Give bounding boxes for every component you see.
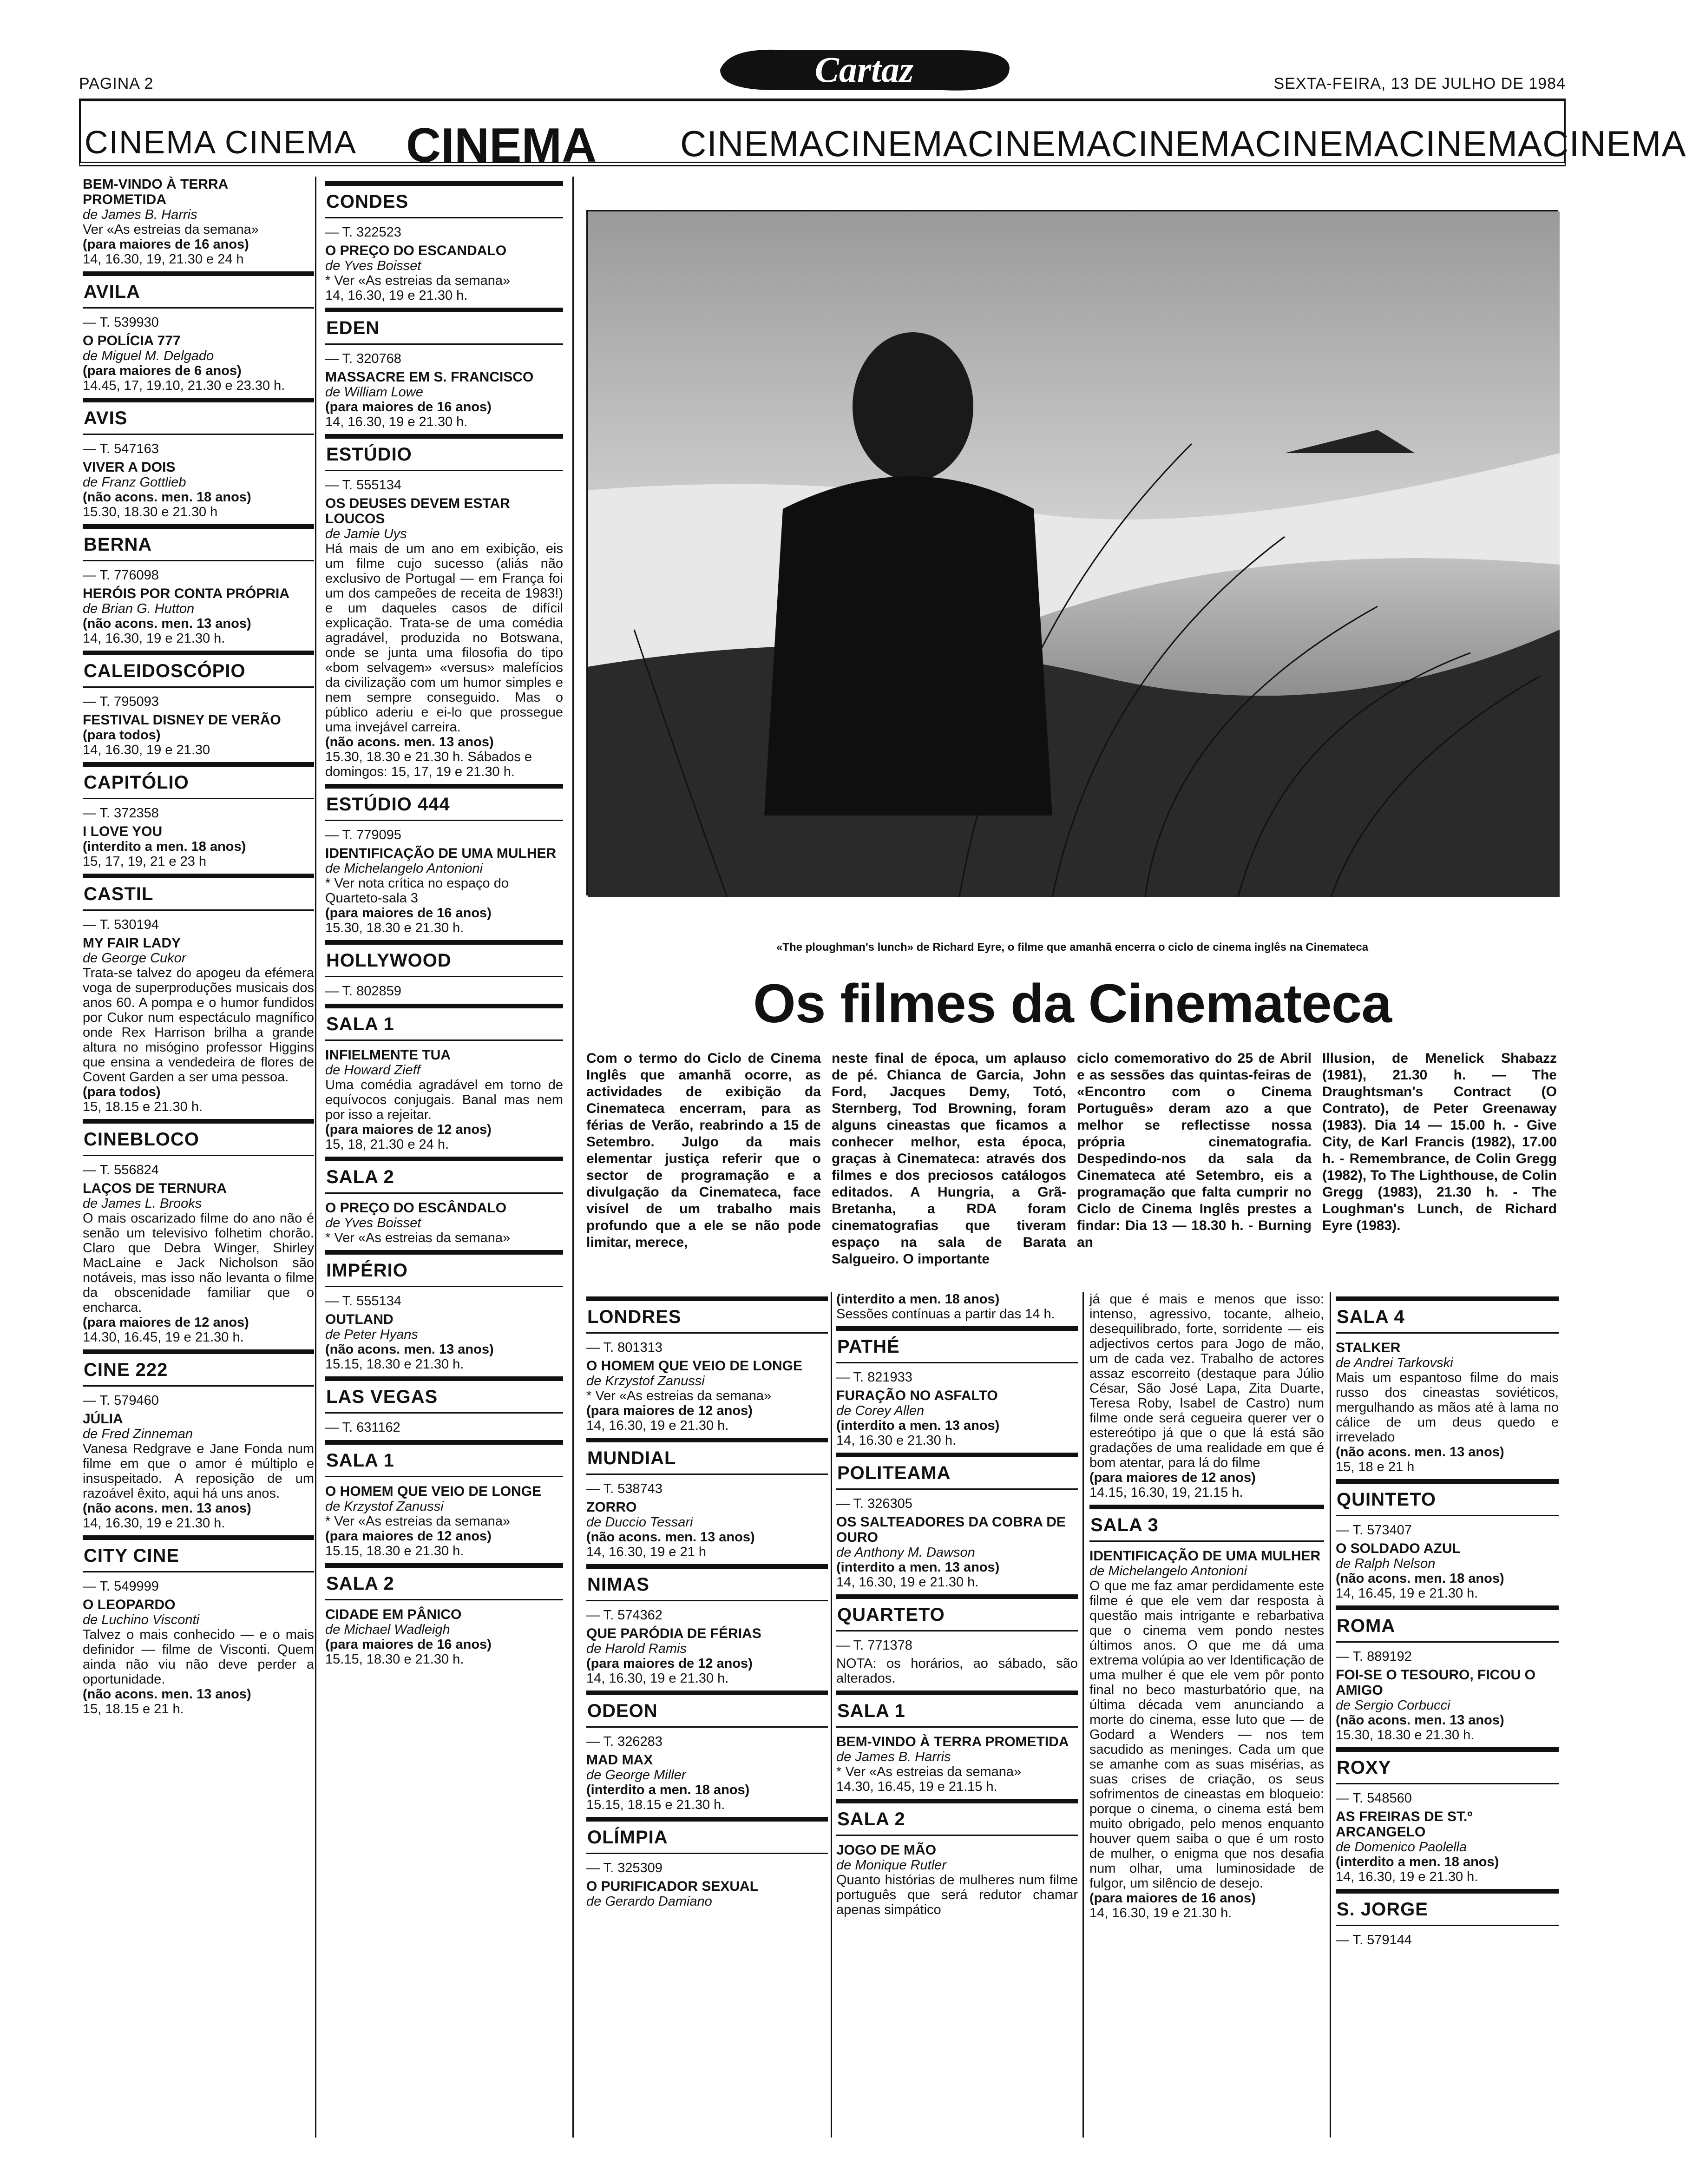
article-column-2: neste final de época, um aplauso de pé. Chianca de Garcia, John Ford, Jacques Demy, Totó, Sternberg, Tod Browning, foram alguns cineastas que ficamos a conhecer melhor, esta época, graças à Cinemateca: através dos filmes e dos preciosos catálogos editados. A Hungria, a Grã-Bretanha, a RDA foram cinematografias que tiveram espaço na sala de Barata Salgueiro. O importante: [832, 1051, 1066, 1267]
age-rating: (para maiores de 16 anos): [325, 906, 492, 921]
cinema-listing: [1089, 1292, 1324, 1500]
film-title: O PREÇO DO ESCANDALO: [325, 243, 507, 258]
cinema-phone: — T. 889192: [1336, 1649, 1412, 1664]
cinema-phone: — T. 573407: [1336, 1523, 1412, 1538]
listing-column-6: [1336, 1292, 1559, 2133]
cinema-name: AVILA: [83, 279, 314, 309]
film-title: O PREÇO DO ESCÂNDALO: [325, 1200, 507, 1216]
age-rating: (para maiores de 16 anos): [83, 237, 249, 252]
film-note: * Ver «As estreias da semana»: [836, 1764, 1022, 1779]
cinema-name: IMPÉRIO: [325, 1257, 563, 1287]
showtimes: 14, 16.30, 19 e 21.30 h.: [325, 288, 468, 303]
listing-column-3: [586, 1292, 828, 2133]
film-director: de James L. Brooks: [83, 1196, 202, 1211]
film-title: O HOMEM QUE VEIO DE LONGE: [325, 1484, 542, 1499]
showtimes: 15.15, 18.30 e 21.30 h.: [325, 1357, 464, 1372]
cinema-listing: [325, 434, 563, 779]
film-note: * Ver nota crítica no espaço do Quarteto-sala 3: [325, 876, 509, 906]
showtimes: 14, 16.30 e 21.30 h.: [836, 1433, 956, 1448]
age-rating: (para maiores de 12 anos): [83, 1315, 249, 1330]
film-title: O PURIFICADOR SEXUAL: [586, 1879, 759, 1894]
age-rating: (para maiores de 6 anos): [83, 363, 242, 378]
page-number: PAGINA 2: [79, 75, 154, 92]
film-director: de Yves Boisset: [325, 258, 421, 273]
cinema-phone: — T. 325309: [586, 1861, 663, 1875]
film-director: de Fred Zinneman: [83, 1427, 193, 1441]
age-rating: (não acons. men. 13 anos): [325, 735, 494, 750]
age-rating: (não acons. men. 18 anos): [1336, 1571, 1504, 1586]
article-headline: Os filmes da Cinemateca: [753, 973, 1391, 1034]
film-review: NOTA: os horários, ao sábado, são alterados.: [836, 1656, 1078, 1686]
film-title: LAÇOS DE TERNURA: [83, 1181, 227, 1196]
age-rating: (para maiores de 12 anos): [1089, 1470, 1256, 1485]
cinema-name: CONDES: [325, 189, 563, 218]
age-rating: (para todos): [83, 728, 161, 743]
film-director: de Krzystof Zanussi: [325, 1499, 444, 1514]
film-review: Talvez o mais conhecido — e o mais definidor — filme de Visconti. Quem ainda não viu não deve perder a oportunidade.: [83, 1627, 314, 1687]
cinema-phone: — T. 320768: [325, 351, 401, 366]
cinema-listing: [1336, 1479, 1559, 1601]
cinema-phone: — T. 326305: [836, 1496, 912, 1511]
film-director: de George Cukor: [83, 951, 186, 966]
logo-text: Cartaz: [814, 49, 914, 90]
age-rating: (interdito a men. 18 anos): [83, 839, 246, 854]
cinema-name: ROMA: [1336, 1613, 1559, 1643]
film-title: JÚLIA: [83, 1411, 123, 1427]
film-title: VIVER A DOIS: [83, 460, 176, 475]
film-director: de Michelangelo Antonioni: [1089, 1564, 1247, 1579]
cinema-listing: [325, 1157, 563, 1245]
film-director: de Duccio Tessari: [586, 1515, 693, 1530]
cinema-name: CINEBLOCO: [83, 1126, 314, 1156]
cinema-phone: — T. 771378: [836, 1638, 912, 1653]
film-director: de Krzystof Zanussi: [586, 1374, 705, 1388]
cinema-phone: — T. 555134: [325, 1294, 401, 1309]
cinema-name: LONDRES: [586, 1304, 828, 1334]
showtimes: 14, 16.30, 19 e 21 h: [586, 1545, 706, 1559]
section-banner: [79, 101, 1686, 172]
film-title: IDENTIFICAÇÃO DE UMA MULHER: [325, 846, 557, 861]
article-column-3: ciclo comemorativo do 25 de Abril e as sessões das quintas-feiras de «Encontro com o Cinema Português» deram azo a que melhor se reflectisse nossa própria cinematografia. Despedindo-nos da sala da Cinemateca até Setembro, eis a programação que falta cumprir no Ciclo de Cinema Inglês prestes a findar: Dia 13 — 18.30 h. - Burning an: [1077, 1051, 1312, 1250]
showtimes: 15, 18.15 e 21 h.: [83, 1702, 184, 1717]
cinema-phone: — T. 549999: [83, 1579, 159, 1594]
cinema-name: CALEIDOSCÓPIO: [83, 658, 314, 688]
issue-date: SEXTA-FEIRA, 13 DE JULHO DE 1984: [1273, 75, 1566, 92]
cinema-name: SALA 1: [325, 1447, 563, 1477]
film-still-photo: [586, 210, 1558, 895]
cinema-phone: — T. 322523: [325, 225, 401, 240]
age-rating: (para maiores de 12 anos): [586, 1656, 753, 1671]
showtimes: 14.30, 16.45, 19 e 21.15 h.: [836, 1779, 997, 1794]
cinema-listing: [586, 1564, 828, 1686]
cinema-name: SALA 2: [836, 1806, 1078, 1836]
film-note: * Ver «As estreias da semana»: [325, 273, 511, 288]
cinema-phone: — T. 631162: [325, 1420, 400, 1435]
showtimes: 15, 18 e 21 h: [1336, 1460, 1415, 1474]
cinema-listing: [83, 874, 314, 1114]
cinema-name: BERNA: [83, 532, 314, 561]
showtimes: Sessões contínuas a partir das 14 h.: [836, 1307, 1055, 1322]
age-rating: (interdito a men. 13 anos): [836, 1560, 1000, 1575]
cinema-name: ODEON: [586, 1698, 828, 1728]
cinema-name: CITY CINE: [83, 1543, 314, 1572]
cinema-phone: — T. 538743: [586, 1481, 663, 1496]
cinema-listing: [325, 1440, 563, 1559]
film-title: CIDADE EM PÂNICO: [325, 1607, 462, 1622]
cinema-name: SALA 4: [1336, 1304, 1559, 1334]
cinema-listing: [325, 784, 563, 935]
age-rating: (para todos): [83, 1085, 161, 1099]
page-header: [79, 46, 1566, 98]
age-rating: (não acons. men. 13 anos): [83, 616, 251, 631]
film-director: de Luchino Visconti: [83, 1612, 199, 1627]
cinema-phone: — T. 821933: [836, 1370, 912, 1385]
cinema-phone: — T. 530194: [83, 917, 159, 932]
age-rating: (não acons. men. 13 anos): [325, 1342, 494, 1357]
film-title: MAD MAX: [586, 1752, 653, 1768]
film-director: de Peter Hyans: [325, 1327, 418, 1342]
cinema-listing: [836, 1594, 1078, 1686]
cinema-listing: [325, 308, 563, 429]
film-director: de Michelangelo Antonioni: [325, 861, 483, 876]
cinema-name: HOLLYWOOD: [325, 947, 563, 977]
showtimes: 15, 18, 21.30 e 24 h.: [325, 1137, 449, 1152]
cinema-phone: — T. 555134: [325, 478, 401, 493]
cinema-listing: [325, 940, 563, 999]
film-director: de Monique Rutler: [836, 1858, 946, 1873]
listing-column-1: [83, 177, 314, 2128]
cinema-listing: [836, 1799, 1078, 1917]
film-title: QUE PARÓDIA DE FÉRIAS: [586, 1626, 761, 1641]
cinema-name: SALA 1: [325, 1011, 563, 1041]
cinema-phone: — T. 372358: [83, 806, 159, 821]
film-director: de Gerardo Damiano: [586, 1894, 712, 1909]
cinema-listing: [586, 1438, 828, 1559]
cinema-name: ROXY: [1336, 1755, 1559, 1784]
film-director: de Corey Allen: [836, 1403, 925, 1418]
showtimes: 15.30, 18.30 e 21.30 h. Sábados e domingos: 15, 17, 19 e 21.30 h.: [325, 750, 532, 779]
film-title: OS DEUSES DEVEM ESTAR LOUCOS: [325, 496, 510, 526]
cinema-name: CAPITÓLIO: [83, 770, 314, 799]
cinema-listing: [1336, 1747, 1559, 1884]
film-title: O POLÍCIA 777: [83, 333, 181, 349]
listing-column-2: [325, 177, 563, 2128]
cinema-phone: — T. 579460: [83, 1393, 159, 1408]
showtimes: 14, 16.30, 19 e 21.30 h.: [1336, 1869, 1478, 1884]
cinema-phone: — T. 547163: [83, 441, 159, 456]
cinema-name: QUARTETO: [836, 1602, 1078, 1631]
film-note: * Ver «As estreias da semana»: [325, 1230, 511, 1245]
showtimes: 15.15, 18.15 e 21.30 h.: [586, 1797, 725, 1812]
film-title: O SOLDADO AZUL: [1336, 1541, 1461, 1556]
film-title: O HOMEM QUE VEIO DE LONGE: [586, 1358, 803, 1374]
film-director: de Jamie Uys: [325, 526, 407, 541]
showtimes: 14, 16.30, 19 e 21.30: [83, 743, 210, 757]
film-review: Uma comédia agradável em torno de equívocos conjugais. Banal mas nem por isso a rejeitar.: [325, 1078, 563, 1122]
showtimes: 15, 17, 19, 21 e 23 h: [83, 854, 207, 869]
cinema-listing: [836, 1326, 1078, 1448]
cinema-phone: — T. 548560: [1336, 1791, 1412, 1806]
showtimes: 14, 16.45, 19 e 21.30 h.: [1336, 1586, 1478, 1601]
cinema-listing: [586, 1817, 828, 1909]
film-review: Há mais de um ano em exibição, eis um filme cujo sucesso (aliás não exclusivo de Portugal — em França foi um dos campeões de receita de 1983!) e um daqueles casos de difícil explicação. Trata-se de uma comédia agradável, produzida no Botswana, onde se junta uma filosofia do tipo «bom selvagem» «versus» malefícios da civilização com um humor simples e nem sempre conseguido. Mas o público aderiu e ei-lo que prossegue uma invejável carreira.: [325, 541, 563, 735]
film-director: de Miguel M. Delgado: [83, 349, 214, 363]
cinema-name: ESTÚDIO 444: [325, 791, 563, 821]
cinema-name: OLÍMPIA: [586, 1824, 828, 1854]
column-divider: [315, 177, 316, 2138]
showtimes: 15.15, 18.30 e 21.30 h.: [325, 1544, 464, 1559]
showtimes: 14, 16.30, 19 e 21.30 h.: [586, 1418, 729, 1433]
cinema-phone: — T. 776098: [83, 568, 159, 583]
cinema-listing: [325, 1250, 563, 1372]
age-rating: (não acons. men. 13 anos): [83, 1687, 251, 1702]
film-director: de Domenico Paolella: [1336, 1840, 1467, 1855]
cinema-listing: [836, 1453, 1078, 1590]
film-note: Ver «As estreias da semana»: [83, 222, 259, 237]
cinema-listing: [83, 1119, 314, 1345]
film-director: de James B. Harris: [83, 207, 197, 222]
age-rating: (não acons. men. 13 anos): [83, 1501, 251, 1516]
column-divider: [831, 1292, 832, 2138]
film-director: de William Lowe: [325, 385, 423, 400]
age-rating: (para maiores de 16 anos): [325, 1637, 492, 1652]
film-title: BEM-VINDO À TERRA PROMETIDA: [83, 177, 228, 207]
cinema-listing: [1336, 1889, 1559, 1948]
showtimes: 15, 18.15 e 21.30 h.: [83, 1099, 203, 1114]
film-title: MASSACRE EM S. FRANCISCO: [325, 369, 534, 385]
film-title: OS SALTEADORES DA COBRA DE OURO: [836, 1514, 1066, 1545]
showtimes: 14.45, 17, 19.10, 21.30 e 23.30 h.: [83, 378, 285, 393]
film-title: OUTLAND: [325, 1312, 394, 1327]
cinema-listing: [83, 271, 314, 393]
cinema-phone: — T. 779095: [325, 828, 401, 842]
showtimes: 14, 16.30, 19 e 21.30 h.: [83, 631, 225, 646]
cinema-name: CASTIL: [83, 881, 314, 911]
film-review: já que é mais e menos que isso: intenso, agressivo, tocante, alheio, desequilibrado, forte, sorridente — eis adjectivos certos para Jogo de mão, um de cada vez. Trabalho de actores assaz escorreito (destaque para Júlio César, São José Lapa, Zita Duarte, Teresa Roby, Isabel de Castro) num filme onde será cegueira querer ver o estereótipo já que o que lá está são gradações de uma realidade em que é bom atentar, para lá do filme: [1089, 1292, 1324, 1470]
cinema-name: EDEN: [325, 315, 563, 345]
age-rating: (não acons. men. 13 anos): [586, 1530, 755, 1545]
film-title: JOGO DE MÃO: [836, 1842, 937, 1858]
film-title: FURAÇÃO NO ASFALTO: [836, 1388, 998, 1403]
age-rating: (para maiores de 12 anos): [325, 1529, 492, 1544]
cinema-phone: — T. 539930: [83, 315, 159, 330]
photo-caption: «The ploughman's lunch» de Richard Eyre, o filme que amanhã encerra o ciclo de cinema inglês na Cinemateca: [776, 941, 1369, 954]
film-director: de Brian G. Hutton: [83, 601, 195, 616]
film-title: ZORRO: [586, 1500, 637, 1515]
cinema-name: PATHÉ: [836, 1334, 1078, 1363]
showtimes: 14, 16.30, 19 e 21.30 h.: [586, 1671, 729, 1686]
showtimes: 14.15, 16.30, 19, 21.15 h.: [1089, 1485, 1243, 1500]
banner-right: CINEMACINEMACINEMACINEMACINEMACINEMACINEMA: [680, 123, 1686, 164]
film-title: BEM-VINDO À TERRA PROMETIDA: [836, 1734, 1069, 1750]
film-director: de Anthony M. Dawson: [836, 1545, 975, 1560]
cinema-listing: [836, 1292, 1078, 1322]
column-divider: [572, 177, 574, 2138]
film-director: de Franz Gottlieb: [83, 475, 186, 490]
showtimes: 15.30, 18.30 e 21.30 h: [83, 505, 218, 520]
film-director: de Harold Ramis: [586, 1641, 687, 1656]
cinema-phone: — T. 579144: [1336, 1933, 1412, 1947]
film-review: Mais um espantoso filme do mais russo dos cineastas soviéticos, mergulhando as mãos até à lama no cálice de um deus quedo e irrevelado: [1336, 1370, 1559, 1445]
listing-column-4: [836, 1292, 1078, 2133]
age-rating: (interdito a men. 18 anos): [586, 1783, 750, 1797]
listing-column-5: [1089, 1292, 1324, 2133]
showtimes: 15.30, 18.30 e 21.30 h.: [1336, 1728, 1475, 1743]
cinema-listing: [325, 1004, 563, 1152]
cinema-name: ESTÚDIO: [325, 441, 563, 471]
film-director: de Howard Zieff: [325, 1063, 420, 1078]
cinema-phone: — T. 326283: [586, 1734, 663, 1749]
cinema-listing: [83, 177, 314, 267]
showtimes: 14, 16.30, 19 e 21.30 h.: [83, 1516, 225, 1531]
cinema-phone: — T. 795093: [83, 694, 159, 709]
age-rating: (para maiores de 12 anos): [586, 1403, 753, 1418]
film-director: de Sergio Corbucci: [1336, 1698, 1450, 1713]
cinema-listing: [586, 1296, 828, 1433]
age-rating: (interdito a men. 13 anos): [836, 1418, 1000, 1433]
cinema-listing: [1336, 1296, 1559, 1474]
age-rating: (interdito a men. 18 anos): [836, 1292, 1000, 1307]
cinema-name: S. JORGE: [1336, 1896, 1559, 1926]
film-title: HERÓIS POR CONTA PRÓPRIA: [83, 586, 290, 601]
cinema-listing: [83, 398, 314, 520]
age-rating: (não acons. men. 13 anos): [1336, 1445, 1504, 1460]
film-title: I LOVE YOU: [83, 824, 163, 839]
film-title: O LEOPARDO: [83, 1597, 176, 1612]
cinema-phone: — T. 556824: [83, 1163, 159, 1178]
film-note: * Ver «As estreias da semana»: [325, 1514, 511, 1529]
film-title: MY FAIR LADY: [83, 935, 181, 951]
film-director: de Michael Wadleigh: [325, 1622, 450, 1637]
cinema-phone: — T. 801313: [586, 1340, 663, 1355]
showtimes: 14, 16.30, 19 e 21.30 h.: [836, 1575, 979, 1590]
banner-left: CINEMA CINEMA: [85, 124, 357, 160]
film-director: de Andrei Tarkovski: [1336, 1355, 1453, 1370]
cinema-listing: [1336, 1605, 1559, 1743]
age-rating: (não acons. men. 18 anos): [83, 490, 251, 505]
film-review: Quanto histórias de mulheres num filme português que será redutor chamar apenas simpático: [836, 1873, 1078, 1917]
cinema-listing: [83, 1535, 314, 1717]
film-note: * Ver «As estreias da semana»: [586, 1388, 772, 1403]
cinema-name: LAS VEGAS: [325, 1384, 563, 1414]
film-title: FOI-SE O TESOURO, FICOU O AMIGO: [1336, 1667, 1536, 1698]
column-divider: [1330, 1292, 1331, 2138]
cinema-name: SALA 3: [1089, 1512, 1324, 1542]
film-director: de Ralph Nelson: [1336, 1556, 1436, 1571]
cinema-name: MUNDIAL: [586, 1445, 828, 1475]
film-review: O mais oscarizado filme do ano não é senão um televisivo folhetim chorão. Claro que Debra Winger, Shirley MacLaine e Jack Nicholson são notáveis, mas isso não levanta o filme da obscenidade familiar que o encharca.: [83, 1211, 314, 1315]
showtimes: 14, 16.30, 19 e 21.30 h.: [1089, 1906, 1232, 1921]
cartaz-logo: [702, 42, 1027, 98]
cinema-listing: [325, 1563, 563, 1667]
age-rating: (para maiores de 16 anos): [325, 400, 492, 414]
cinema-listing: [586, 1691, 828, 1812]
cinema-listing: [325, 1376, 563, 1435]
banner-bold: CINEMA: [406, 118, 597, 172]
age-rating: (não acons. men. 13 anos): [1336, 1713, 1504, 1728]
film-title: AS FREIRAS DE ST.º ARCANGELO: [1336, 1809, 1473, 1840]
film-title: STALKER: [1336, 1340, 1401, 1355]
film-director: de Yves Boisset: [325, 1216, 421, 1230]
cinema-name: SALA 1: [836, 1698, 1078, 1728]
film-title: IDENTIFICAÇÃO DE UMA MULHER: [1089, 1548, 1321, 1564]
film-review: O que me faz amar perdidamente este filme é que ele vem dar resposta à questão mais intrigante e rebarbativa que o cinema vem pondo nestes últimos anos. O que me dá uma extrema volúpia ao ver Identificação de uma mulher é que ele vem pôr ponto final no beco masturbatório que, na última década vem anunciando a morte do cinema, esse luto que — de Godard a Wenders — nos tem sacudido as meninges. Cada um que se amanhe com as suas misérias, as suas crises de criação, os seus sofrimentos de cineastas em bloqueio: porque o cinema, o cinema está bem muito obrigado, pelo menos enquanto houver quem saiba o que é um rosto de mulher, o enigma que nos desafia num olhar, uma luminosidade de fulgor, um silêncio de desejo.: [1089, 1579, 1324, 1891]
cinema-listing: [1089, 1505, 1324, 1921]
film-director: de George Miller: [586, 1768, 686, 1783]
film-review: Trata-se talvez do apogeu da efémera voga de superproduções musicais dos anos 60. A pompa e o humor fundidos por Cukor num espectáculo magnífico onde Rex Harrison brilha a grande altura no misógino professor Higgins que ensina a vendedeira de flores de Covent Garden a ser uma pessoa.: [83, 966, 314, 1085]
film-director: de James B. Harris: [836, 1750, 951, 1764]
cinema-name: QUINTETO: [1336, 1487, 1559, 1516]
cinema-name: POLITEAMA: [836, 1460, 1078, 1490]
showtimes: 15.30, 18.30 e 21.30 h.: [325, 921, 464, 935]
showtimes: 15.15, 18.30 e 21.30 h.: [325, 1652, 464, 1667]
film-title: FESTIVAL DISNEY DE VERÃO: [83, 712, 281, 728]
cinema-name: NIMAS: [586, 1572, 828, 1601]
cinema-listing: [836, 1691, 1078, 1794]
age-rating: (para maiores de 16 anos): [1089, 1891, 1256, 1906]
age-rating: (para maiores de 12 anos): [325, 1122, 492, 1137]
cinema-listing: [325, 181, 563, 303]
cinema-listing: [83, 524, 314, 646]
cinema-phone: — T. 802859: [325, 984, 401, 999]
cinema-name: SALA 2: [325, 1571, 563, 1600]
showtimes: 14, 16.30, 19 e 21.30 h.: [325, 414, 468, 429]
cinema-phone: — T. 574362: [586, 1608, 663, 1623]
cinema-name: AVIS: [83, 405, 314, 435]
cinema-listing: [83, 1349, 314, 1531]
age-rating: (interdito a men. 18 anos): [1336, 1855, 1499, 1869]
film-title: INFIELMENTE TUA: [325, 1047, 451, 1063]
film-review: Vanesa Redgrave e Jane Fonda num filme em que o amor é múltiplo e insuspeitado. A reposição de um razoável êxito, aqui há uns anos.: [83, 1441, 314, 1501]
cinema-listing: [83, 651, 314, 757]
column-divider: [1082, 1292, 1084, 2138]
cinema-name: CINE 222: [83, 1357, 314, 1387]
cinema-name: SALA 2: [325, 1164, 563, 1194]
showtimes: 14.30, 16.45, 19 e 21.30 h.: [83, 1330, 244, 1345]
cinema-listing: [83, 762, 314, 869]
showtimes: 14, 16.30, 19, 21.30 e 24 h: [83, 252, 244, 267]
article-column-4: Illusion, de Menelick Shabazz (1981), 21.30 h. — The Draughtsman's Contract (O Contrato), de Peter Greenaway (1983). Dia 14 — 15.00 h. - Give City, de Karl Francis (1982), 17.00 h. - Remembrance, de Colin Gregg (1982), To The Lighthouse, de Colin Gregg (1983), 21.30 h. - The Loughman's Lunch, de Richard Eyre (1983).: [1322, 1051, 1557, 1233]
article-column-1: Com o termo do Ciclo de Cinema Inglês que amanhã ocorre, as actividades de exibição da Cinemateca encerram, para as férias de Verão, reabrindo a 15 de Setembro. Julgo da mais elementar justiça referir que o sector de programação e a divulgação da Cinemateca, face visível de um trabalho mais profundo que a ele se não pode limitar, merece,: [586, 1051, 821, 1250]
